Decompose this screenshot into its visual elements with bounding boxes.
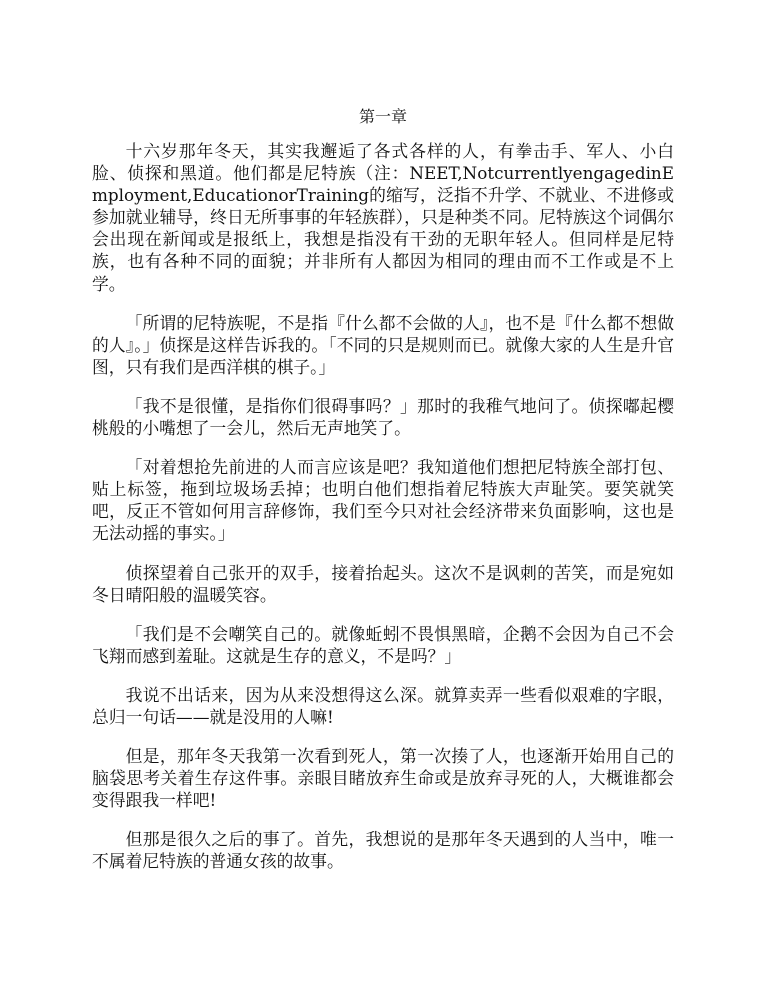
chapter-title: 第一章: [358, 107, 407, 126]
paragraph: 「对着想抢先前进的人而言应该是吧？我知道他们想把尼特族全部打包、贴上标签，拖到垃圾场丢掉；也明白他们想指着尼特族大声耻笑。要笑就笑吧，反正不管如何用言辞修饰，我们至今只对社会经济带来负面影响，这也是无法动摇的事实。」: [92, 457, 674, 544]
paragraph: 「所谓的尼特族呢，不是指『什么都不会做的人』，也不是『什么都不想做的人』。」侦探是这样告诉我的。「不同的只是规则而已。就像大家的人生是升官图，只有我们是西洋棋的棋子。」: [92, 312, 674, 377]
paragraph: 但是，那年冬天我第一次看到死人，第一次揍了人，也逐渐开始用自己的脑袋思考关着生存这件事。亲眼目睹放弃生命或是放弃寻死的人，大概谁都会变得跟我一样吧!: [92, 746, 674, 811]
document-page: [92, 106, 674, 890]
paragraph: 「我不是很懂，是指你们很碍事吗？」那时的我稚气地问了。侦探嘟起樱桃般的小嘴想了一会儿，然后无声地笑了。: [92, 395, 674, 439]
paragraph: 「我们是不会嘲笑自己的。就像蚯蚓不畏惧黑暗，企鹅不会因为自己不会飞翔而感到羞耻。这就是生存的意义，不是吗？」: [92, 623, 674, 666]
paragraph: 侦探望着自己张开的双手，接着抬起头。这次不是讽刺的苦笑，而是宛如冬日晴阳般的温暖笑容。: [92, 562, 674, 605]
paragraph: 但那是很久之后的事了。首先，我想说的是那年冬天遇到的人当中，唯一不属着尼特族的普通女孩的故事。: [92, 829, 674, 872]
paragraph: 我说不出话来，因为从来没想得这么深。就算卖弄一些看似艰难的字眼，总归一句话——就是没用的人嘛!: [92, 684, 674, 727]
paragraph: 十六岁那年冬天，其实我邂逅了各式各样的人，有拳击手、军人、小白脸、侦探和黑道。他们都是尼特族（注：NEET,NotcurrentlyengagedinEmployment,EducationorTraining的缩写，泛指不升学、不就业、不进修或参加就业辅导，终日无所事事的年轻族群），只是种类不同。尼特族这个词偶尔会出现在新闻或是报纸上，我想是指没有干劲的无职年轻人。但同样是尼特族，也有各种不同的面貌；并非所有人都因为相同的理由而不工作或是不上学。: [92, 141, 674, 294]
